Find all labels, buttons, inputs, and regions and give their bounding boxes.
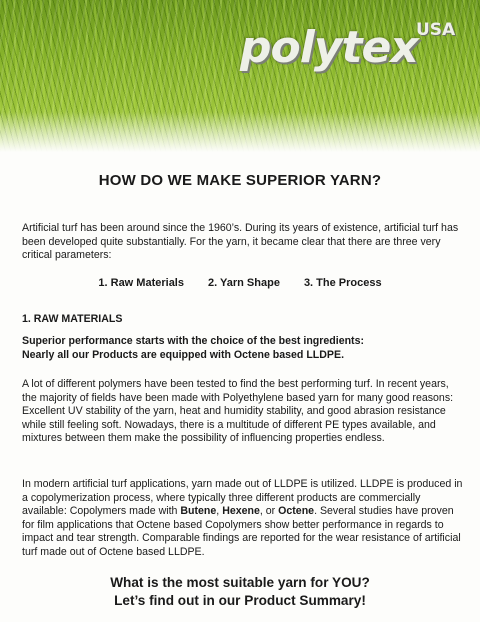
turf-header-image [0, 0, 480, 152]
parameter-raw-materials: 1. Raw Materials [98, 277, 184, 289]
body2-text-a: In modern artificial turf applications, yarn made out of LLDPE is utilized. LLDPE is produced in a copolymerization process, where typically three different products are commercially available: Copolymers made with [22, 478, 463, 518]
body2-sep-1: , [216, 505, 223, 518]
term-hexene: Hexene [222, 505, 260, 518]
header-fade [0, 112, 480, 152]
term-butene: Butene [180, 505, 217, 518]
section-lead [22, 335, 464, 362]
parameters-list [0, 277, 480, 289]
lead-line-1: Superior performance starts with the choice of the best ingredients: [22, 335, 365, 347]
polytex-usa-logo [240, 18, 475, 78]
page-title: HOW DO WE MAKE SUPERIOR YARN? [98, 172, 382, 189]
call-to-action [0, 574, 480, 610]
parameter-yarn-shape: 2. Yarn Shape [207, 277, 280, 289]
lead-line-2: Nearly all our Products are equipped with Octene based LLDPE. [22, 348, 345, 361]
body-paragraph-1: A lot of different polymers have been tested to find the best performing turf. In recent years, the majority of fields have been made with Polyethylene based yarn for many good reasons: Excellent UV stability of the yarn, heat and humidity stability, and good abrasion resistance while still feeling soft. Nowadays, there is a multitude of different PE types available, and mixtures between them make the possibility of influencing properties endless. [22, 378, 454, 445]
logo-usa: USA [416, 20, 456, 40]
logo-wordmark: polytex [240, 22, 418, 73]
cta-line-2: Let’s find out in our Product Summary! [114, 593, 366, 608]
section-heading: 1. RAW MATERIALS [22, 313, 123, 325]
term-octene: Octene [278, 505, 315, 518]
body2-text-b: . Several studies have proven for film applications that Octene based Copolymers show better performance in regards to impact and tear strength. Comparable findings are reported for the wear resistance of artificial turf made out of Octene based LLDPE. [22, 505, 461, 558]
intro-paragraph: Artificial turf has been around since the 1960’s. During its years of existence, artificial turf has been developed quite substantially. For the yarn, it became clear that there are three very critical parameters: [22, 222, 459, 262]
cta-line-1: What is the most suitable yarn for YOU? [110, 575, 370, 590]
body-paragraph-2 [22, 478, 464, 560]
parameter-process: 3. The Process [303, 277, 382, 289]
body2-sep-2: , or [259, 505, 279, 518]
